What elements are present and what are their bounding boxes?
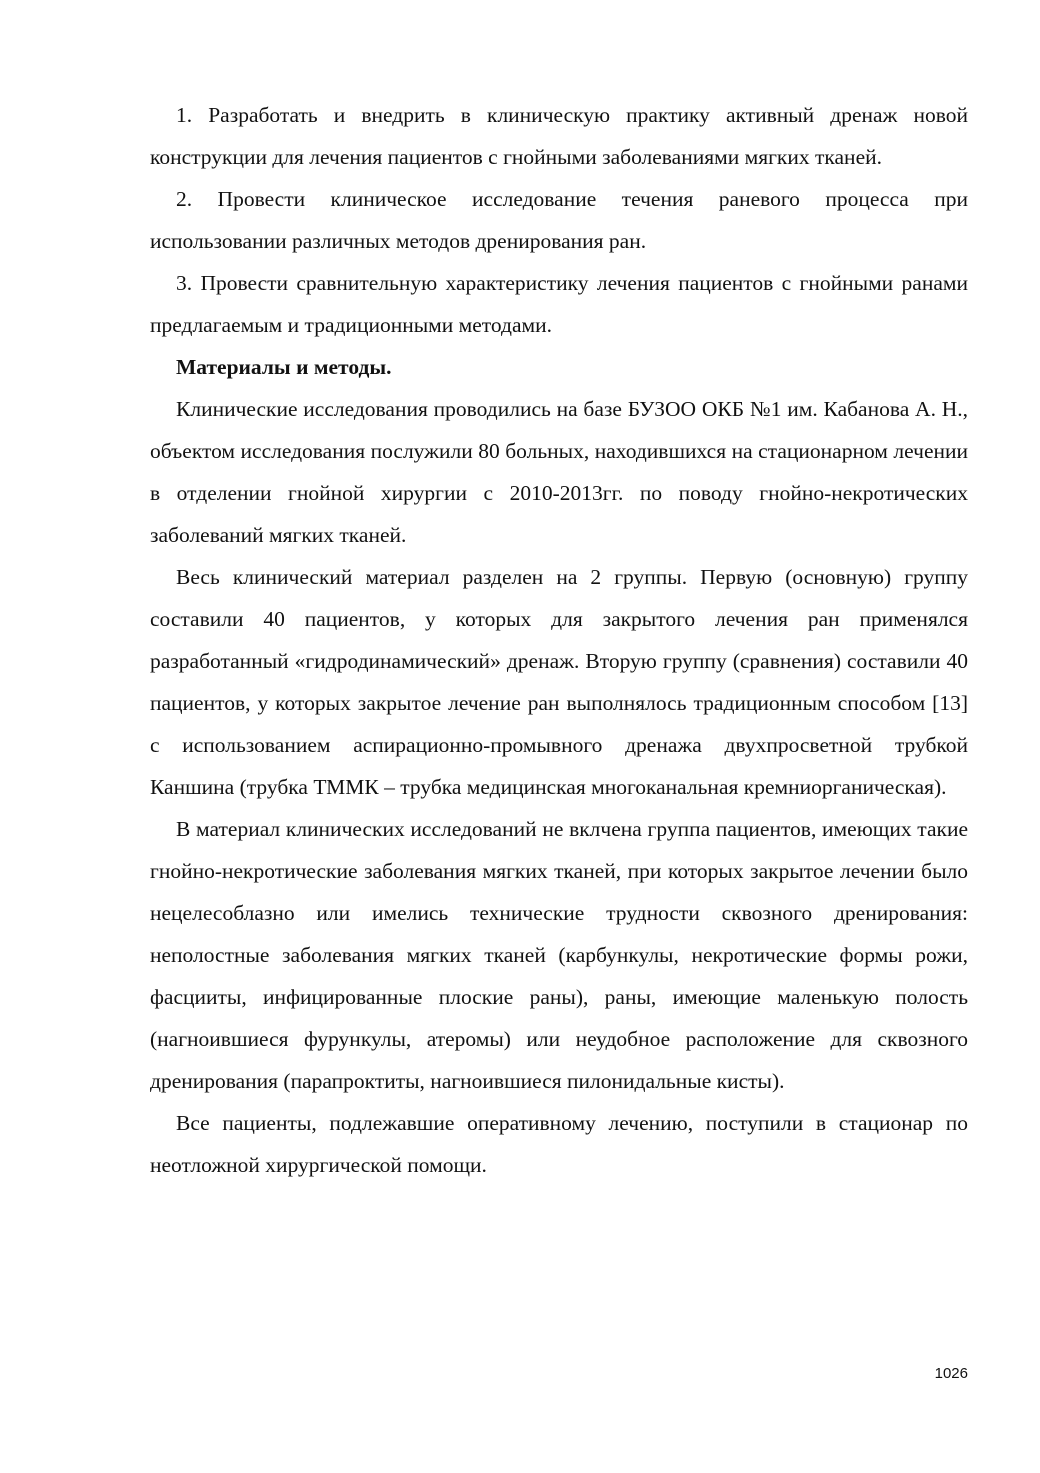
task-item-3: 3. Провести сравнительную характеристику лечения пациентов с гнойными ранами предлагаемым и традиционными методами. [150,271,968,337]
body-paragraph-2: Весь клинический материал разделен на 2 группы. Первую (основную) группу составили 40 пациентов, у которых для закрытого лечения ран применялся разработанный «гидродинамический» дренаж. Вторую группу (сравнения) составили 40 пациентов, у которых закрытое лечение ран выполнялось традиционным способом [13] с использованием аспирационно-промывного дренажа двухпросветной трубкой Каншина (трубка ТММК – трубка медицинская многоканальная кремниорганическая). [150,565,968,799]
task-item-2: 2. Провести клиническое исследование течения раневого процесса при использовании различных методов дренирования ран. [150,187,968,253]
page-number: 1026 [934,1365,968,1382]
body-paragraph-4: Все пациенты, подлежавшие оперативному лечению, поступили в стационар по неотложной хирургической помощи. [150,1111,968,1177]
section-heading: Материалы и методы. [176,355,392,379]
task-item-1: 1. Разработать и внедрить в клиническую практику активный дренаж новой конструкции для лечения пациентов с гнойными заболеваниями мягких тканей. [150,103,968,169]
body-paragraph-1: Клинические исследования проводились на базе БУЗОО ОКБ №1 им. Кабанова А. Н., объектом исследования послужили 80 больных, находившихся на стационарном лечении в отделении гнойной хирургии с 2010-2013гг. по поводу гнойно-некротических заболеваний мягких тканей. [150,397,968,547]
document-page [150,94,968,1186]
body-paragraph-3: В материал клинических исследований не вклчена группа пациентов, имеющих такие гнойно-некротические заболевания мягких тканей, при которых закрытое лечении было нецелесоблазно или имелись технические трудности сквозного дренирования: неполостные заболевания мягких тканей (карбункулы, некротические формы рожи, фасцииты, инфицированные плоские раны), раны, имеющие маленькую полость (нагноившиеся фурункулы, атеромы) или неудобное расположение для сквозного дренирования (парапроктиты, нагноившиеся пилонидальные кисты). [150,817,968,1093]
